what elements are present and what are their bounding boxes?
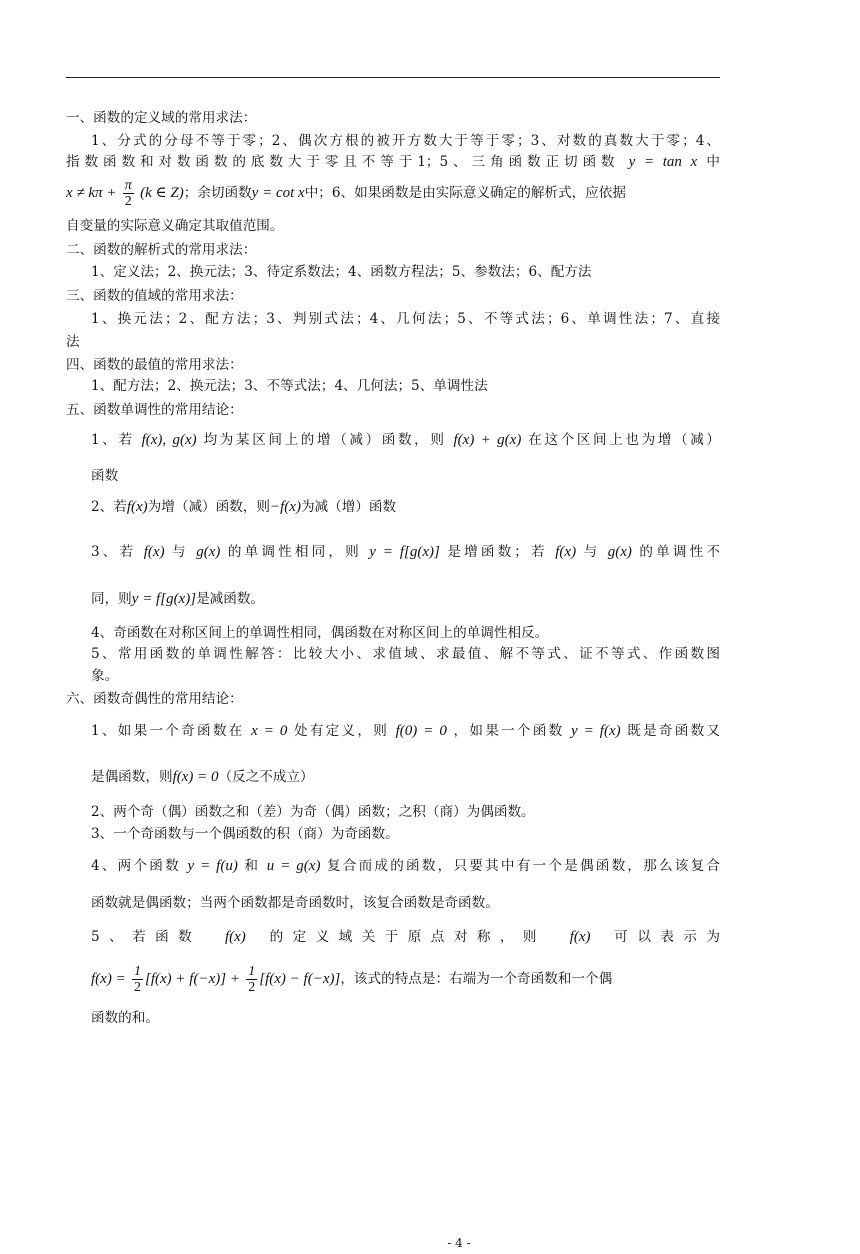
math-expr: y = f(x) [571, 723, 621, 739]
math-expr: g(x) [196, 544, 221, 560]
math-expr: x = 0 [251, 723, 288, 739]
math-expr: f(0) = 0 [395, 723, 447, 739]
text-line: x ≠ kπ + $\frac{\pi}{2}$ (k ∈ Z)；余切函数y = cot x中；6、如果函数是由实际意义确定的解析式，应依据 [66, 178, 626, 209]
text-line: 函数 [91, 468, 119, 484]
fraction: $\frac{\pi}{2}$ [124, 178, 132, 209]
text-line: 5、常用函数的单调性解答：比较大小、求值域、求最值、解不等式、证不等式、作函数图 [91, 646, 720, 662]
math-expr: y = cot x [251, 185, 305, 201]
text-line: 函数就是偶函数；当两个函数都是奇函数时，该复合函数是奇函数。 [91, 895, 499, 911]
math-expr: u = g(x) [266, 858, 321, 874]
text-line: 2、若f(x)为增（减）函数，则−f(x)为减（增）函数 [91, 499, 397, 515]
text-line: 象。 [91, 668, 119, 684]
math-expr: [f(x) − f(−x)] [259, 971, 341, 987]
section-heading: 五、函数单调性的常用结论： [66, 402, 243, 418]
math-expr: f(x) + g(x) [453, 432, 522, 448]
text-line: 函数的和。 [91, 1010, 159, 1026]
text-line: 5、若函数 f(x) 的定义域关于原点对称，则 f(x) 可以表示为 [91, 929, 721, 945]
text-line: 是偶函数，则f(x) = 0（反之不成立） [91, 769, 314, 785]
math-expr: f(x) [143, 544, 165, 560]
header-rule [66, 77, 720, 78]
text-line: 4、两个函数 y = f(u) 和 u = g(x) 复合而成的函数，只要其中有一个是偶函数，那么该复合 [91, 858, 721, 874]
fraction: $\frac{1}{2}$ [248, 964, 256, 995]
math-expr: [f(x) + f(−x)] + [145, 971, 240, 987]
section-heading: 三、函数的值域的常用求法： [66, 288, 243, 304]
text-line: 1、定义法；2、换元法；3、待定系数法；4、函数方程法；5、参数法；6、配方法 [91, 264, 592, 280]
text-line: 1、若 f(x), g(x) 均为某区间上的增（减）函数，则 f(x) + g(x) 在这个区间上也为增（减） [91, 432, 721, 448]
text-line: 1、如果一个奇函数在 x = 0 处有定义，则 f(0) = 0 ，如果一个函数 y = f(x) 既是奇函数又 [91, 723, 721, 739]
math-expr: −f(x) [270, 499, 301, 515]
text-line: 法 [66, 334, 80, 350]
math-expr: y = f[g(x)] [131, 591, 197, 607]
section-heading: 二、函数的解析式的常用求法： [66, 242, 257, 258]
page-number: - 4 - [447, 1236, 471, 1250]
text-line: 3、一个奇函数与一个偶函数的积（商）为奇函数。 [91, 826, 399, 842]
section-heading: 六、函数奇偶性的常用结论： [66, 691, 243, 707]
text-line: f(x) = $\frac{1}{2}$ [f(x) + f(−x)] + $\frac{1}{2}$ [f(x) − f(−x)]，该式的特点是：右端为一个奇函数和一个偶 [91, 964, 613, 995]
text-line: 同，则y = f[g(x)]是减函数。 [91, 591, 265, 607]
math-expr: f(x), g(x) [141, 432, 197, 448]
math-expr: y = f[g(x)] [369, 544, 440, 560]
math-expr: y = tan x [628, 154, 698, 170]
text-line: 2、两个奇（偶）函数之和（差）为奇（偶）函数；之积（商）为偶函数。 [91, 804, 535, 820]
math-expr: f(x) [224, 929, 246, 945]
math-expr: g(x) [607, 544, 632, 560]
math-expr: f(x) [555, 544, 577, 560]
text-line: 1、配方法；2、换元法；3、不等式法；4、几何法；5、单调性法 [91, 378, 488, 394]
section-heading: 四、函数的最值的常用求法： [66, 357, 243, 373]
math-expr: f(x) = [91, 971, 126, 987]
text-line: 1、分式的分母不等于零；2、偶次方根的被开方数大于等于零；3、对数的真数大于零；4、 [91, 133, 720, 149]
math-expr: x ≠ kπ + [66, 185, 117, 201]
section-heading: 一、函数的定义域的常用求法： [66, 110, 257, 126]
text-line: 1、换元法；2、配方法；3、判别式法；4、几何法；5、不等式法；6、单调性法；7、直接 [91, 311, 720, 327]
math-expr: f(x) [569, 929, 591, 945]
text-line: 自变量的实际意义确定其取值范围。 [66, 218, 284, 234]
math-expr: y = f(u) [187, 858, 238, 874]
math-expr: f(x) = 0 [172, 769, 219, 785]
fraction: $\frac{1}{2}$ [134, 964, 142, 995]
text-line: 指数函数和对数函数的底数大于零且不等于1；5、三角函数正切函数 y = tan x 中 [66, 154, 720, 170]
text-line: 3、若 f(x) 与 g(x) 的单调性相同，则 y = f[g(x)] 是增函数；若 f(x) 与 g(x) 的单调性不 [91, 544, 720, 560]
math-expr: f(x) [126, 499, 148, 515]
text-line: 4、奇函数在对称区间上的单调性相同，偶函数在对称区间上的单调性相反。 [91, 625, 549, 641]
math-expr: (k ∈ Z) [140, 185, 184, 201]
